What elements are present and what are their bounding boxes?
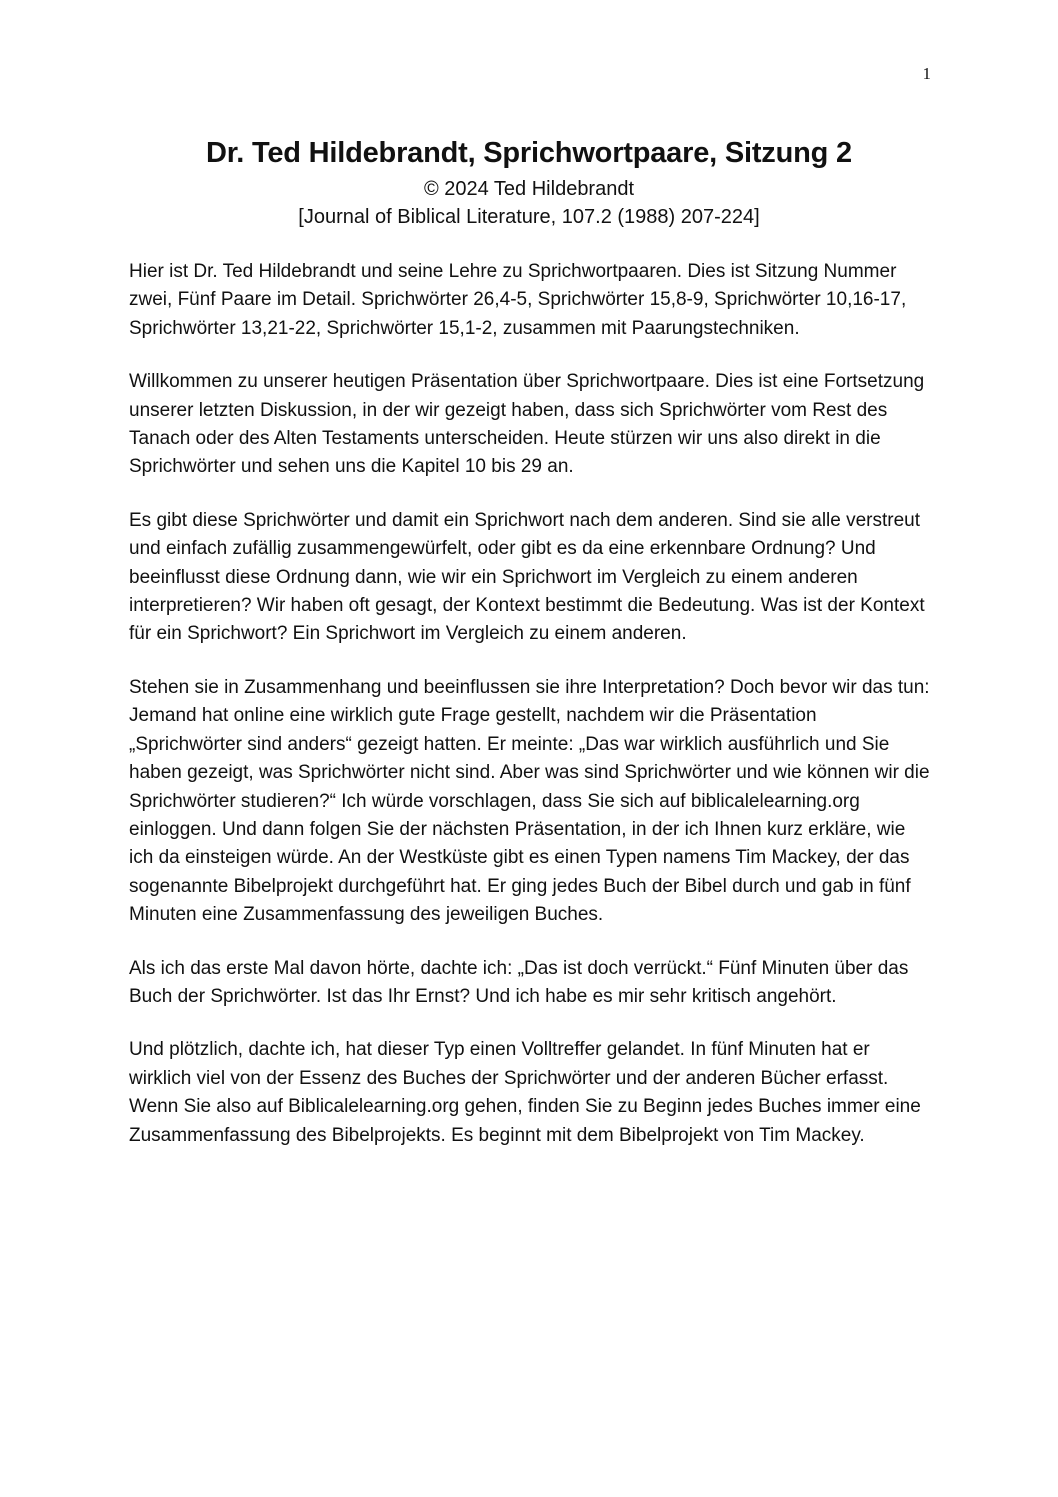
paragraph: Es gibt diese Sprichwörter und damit ein Sprichwort nach dem anderen. Sind sie alle verstreut und einfach zufällig zusammengewürfelt, oder gibt es da eine erkennbare Ordnung? Und beeinflusst diese Ordnung dann, wie wir ein Sprichwort im Vergleich zu einem anderen interpretieren? Wir haben oft gesagt, der Kontext bestimmt die Bedeutung. Was ist der Kontext für ein Sprichwort? Ein Sprichwort im Vergleich zu einem anderen. xyxy=(129,509,925,645)
paragraph: Als ich das erste Mal davon hörte, dachte ich: „Das ist doch verrückt.“ Fünf Minuten über das Buch der Sprichwörter. Ist das Ihr Ernst? Und ich habe es mir sehr kritisch angehört. xyxy=(129,957,909,1007)
page-number: 1 xyxy=(922,64,931,83)
document-title: Dr. Ted Hildebrandt, Sprichwortpaare, Sitzung 2 xyxy=(206,137,852,169)
document-header xyxy=(0,134,1058,231)
paragraph: Und plötzlich, dachte ich, hat dieser Typ einen Volltreffer gelandet. In fünf Minuten hat er wirklich viel von der Essenz des Buches der Sprichwörter und der anderen Bücher erfasst. Wenn Sie also auf Biblicalelearning.org gehen, finden Sie zu Beginn jedes Buches immer eine Zusammenfassung des Bibelprojekts. Es beginnt mit dem Bibelprojekt von Tim Mackey. xyxy=(129,1039,921,1146)
citation-line: [Journal of Biblical Literature, 107.2 (1988) 207-224] xyxy=(298,206,760,228)
paragraph: Stehen sie in Zusammenhang und beeinflussen sie ihre Interpretation? Doch bevor wir das tun: Jemand hat online eine wirklich gute Frage gestellt, nachdem wir die Präsentation „Sprichwörter sind anders“ gezeigt hatten. Er meinte: „Das war wirklich ausführlich und Sie haben gezeigt, was Sprichwörter nicht sind. Aber was sind Sprichwörter und wie können wir die Sprichwörter studieren?“ Ich würde vorschlagen, dass Sie sich auf biblicalelearning.org einloggen. Und dann folgen Sie der nächsten Präsentation, in der ich Ihnen kurz erkläre, wie ich da einsteigen würde. An der Westküste gibt es einen Typen namens Tim Mackey, der das sogenannte Bibelprojekt durchgeführt hat. Er ging jedes Buch der Bibel durch und gab in fünf Minuten eine Zusammenfassung des jeweiligen Buches. xyxy=(129,676,930,926)
copyright-line: © 2024 Ted Hildebrandt xyxy=(423,178,635,200)
paragraph: Willkommen zu unserer heutigen Präsentation über Sprichwortpaare. Dies ist eine Fortsetzung unserer letzten Diskussion, in der wir gezeigt haben, dass sich Sprichwörter vom Rest des Tanach oder des Alten Testaments unterscheiden. Heute stürzen wir uns also direkt in die Sprichwörter und sehen uns die Kapitel 10 bis 29 an. xyxy=(129,371,925,478)
paragraph: Hier ist Dr. Ted Hildebrandt und seine Lehre zu Sprichwortpaaren. Dies ist Sitzung Nummer zwei, Fünf Paare im Detail. Sprichwörter 26,4-5, Sprichwörter 15,8-9, Sprichwörter 10,16-17, Sprichwörter 13,21-22, Sprichwörter 15,1-2, zusammen mit Paarungstechniken. xyxy=(129,261,907,339)
document-body xyxy=(129,258,934,1175)
